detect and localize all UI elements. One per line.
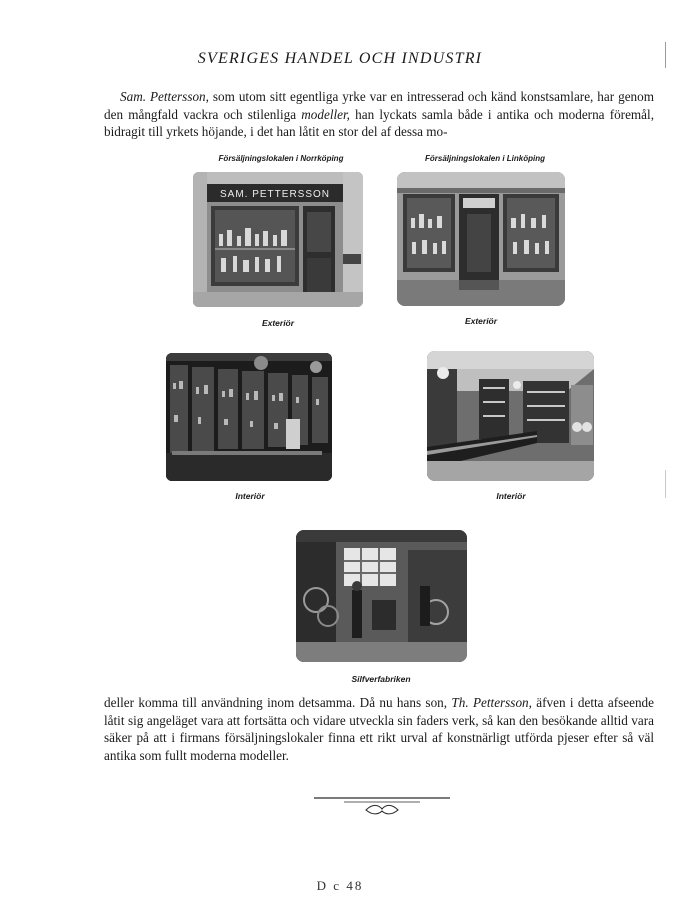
caption-interior-linkoping: Interiör (496, 491, 526, 501)
paragraph-text: han lyckats samla både i antika och moderna föremål, bidragit till yrkets höjande, i det han låtit en stor del af dessa mo- (104, 106, 654, 139)
shop-sign: SAM. PETTERSSON (219, 189, 331, 200)
emphasis-models: modeller, (301, 106, 350, 122)
label-norrkoping: Försäljningslokalen i Norrköping (218, 154, 344, 163)
caption-exterior-linkoping: Exteriör (464, 316, 498, 326)
caption-exterior-norrkoping: Exteriör (261, 318, 295, 328)
paragraph-text: deller komma till användning inom detsamma. Då nu hans son, (104, 695, 452, 710)
page-edge-mark (665, 470, 666, 498)
page-folio: D c 48 (316, 878, 364, 893)
label-linkoping: Försäljningslokalen i Linköping (424, 154, 545, 163)
person-name: Sam. Pettersson, (120, 89, 209, 104)
photo-interior-linkoping (427, 351, 594, 481)
paragraph-intro (104, 88, 654, 141)
caption-silver-factory: Silfverfabriken (351, 674, 411, 684)
photo-linkoping-exterior (397, 172, 565, 306)
paragraph-text: äfven i detta afseende låtit sig angeläget vara att fortsätta och vidare utveckla sin faders verk, så kan den besökande alltid vara säker på att i firmans försäljningslokaler finna ett rikt urval af konstnärligt utförda pjeser efter så väl antika som fullt moderna modeller. (104, 695, 655, 763)
photo-norrkoping-exterior (193, 172, 363, 307)
paragraph-text: som utom sitt egentliga yrke var en intresserad och känd konstsamlare, har genom den mångfald vackra och stilenliga (104, 89, 654, 122)
running-head: SVERIGES HANDEL OCH INDUSTRI (197, 50, 483, 67)
photo-interior-norrkoping (166, 353, 332, 481)
caption-interior-norrkoping: Interiör (235, 491, 265, 501)
photo-silver-factory (296, 530, 467, 662)
paragraph-continuation (104, 694, 654, 764)
person-name: Th. Pettersson, (451, 695, 532, 710)
ornament-divider (314, 794, 450, 818)
